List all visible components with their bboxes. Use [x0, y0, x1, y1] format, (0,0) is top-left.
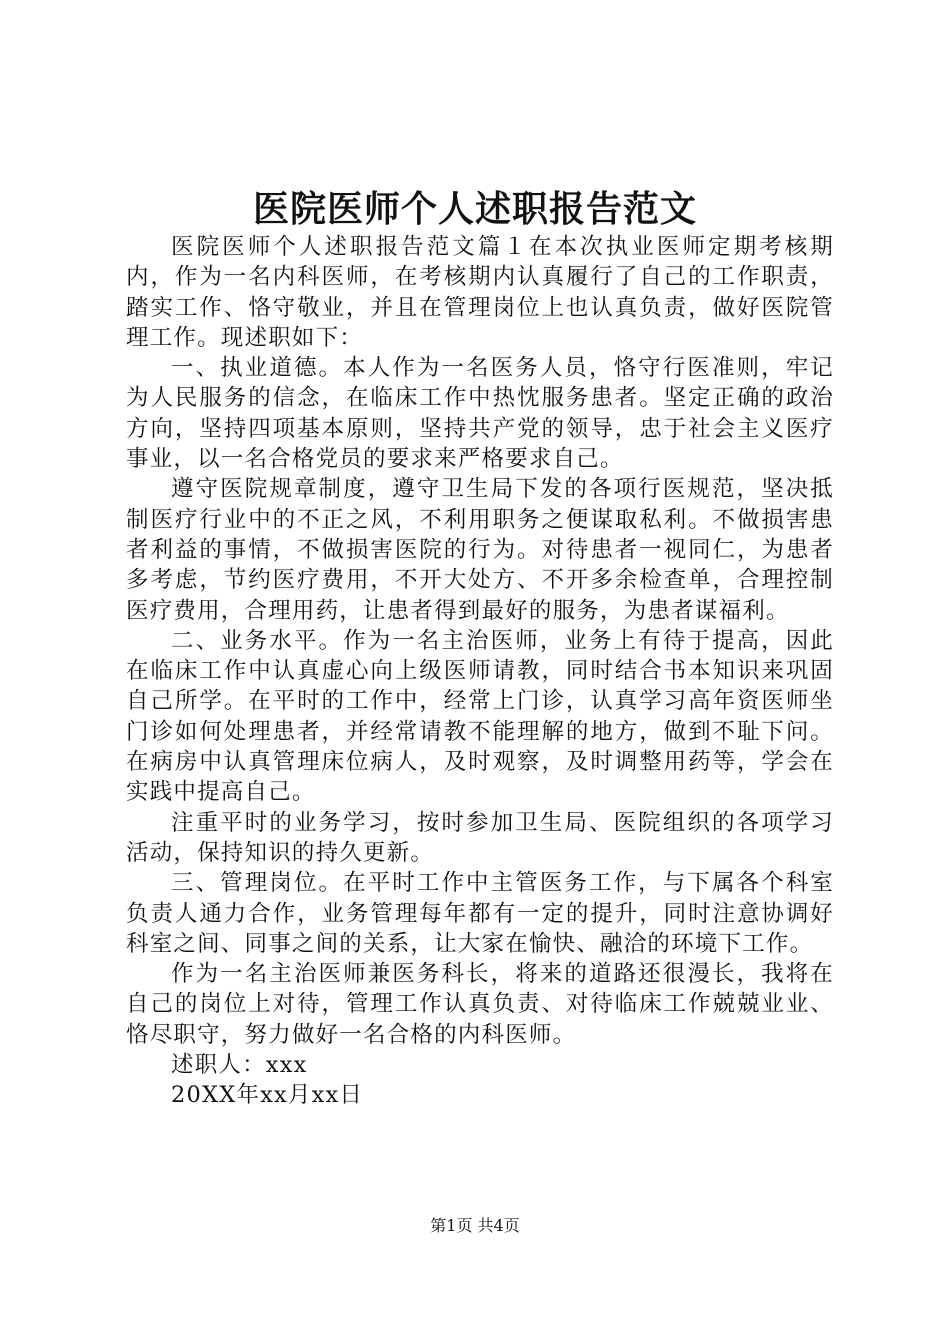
paragraph-hospital-rules: 遵守医院规章制度，遵守卫生局下发的各项行医规范，坚决抵制医疗行业中的不正之风，不利用职务之便谋取私利。不做损害患者利益的事情，不做损害医院的行为。对待患者一视同仁，为患者多考虑，节约医疗费用，不开大处方、不开多余检查单，合理控制医疗费用，合理用药，让患者得到最好的服务，为患者谋福利。 — [126, 476, 834, 624]
paragraph-professional-ethics: 一、执业道德。本人作为一名医务人员，恪守行医准则，牢记为人民服务的信念，在临床工作中热忱服务患者。坚定正确的政治方向，坚持四项基本原则，坚持共产党的领导，忠于社会主义医疗事业，以一名合格党员的要求来严格要求自己。 — [126, 355, 834, 473]
paragraph-study: 注重平时的业务学习，按时参加卫生局、医院组织的各项学习活动，保持知识的持久更新。 — [126, 809, 834, 866]
paragraph-management: 三、管理岗位。在平时工作中主管医务工作，与下属各个科室负责人通力合作，业务管理每年都有一定的提升，同时注意协调好科室之间、同事之间的关系，让大家在愉快、融洽的环境下工作。 — [126, 870, 834, 957]
date-line: 20XX年xx月xx日 — [171, 1082, 364, 1109]
document-title: 医院医师个人述职报告范文 — [252, 188, 697, 230]
document-body — [126, 232, 834, 1111]
signature-line: 述职人：xxx — [171, 1052, 308, 1079]
paragraph-professional-level: 二、业务水平。作为一名主治医师，业务上有待于提高，因此在临床工作中认真虚心向上级医师请教，同时结合书本知识来巩固自己所学。在平时的工作中，经常上门诊，认真学习高年资医师坐门诊如何处理患者，并经常请教不能理解的地方，做到不耻下问。在病房中认真管理床位病人，及时观察，及时调整用药等，学会在实践中提高自己。 — [126, 627, 834, 806]
page-footer: 第1页 共4页 — [430, 1216, 520, 1235]
paragraph-conclusion: 作为一名主治医师兼医务科长，将来的道路还很漫长，我将在自己的岗位上对待，管理工作认真负责、对待临床工作兢兢业业、恪尽职守，努力做好一名合格的内科医师。 — [126, 961, 834, 1048]
paragraph-intro: 医院医师个人述职报告范文篇１在本次执业医师定期考核期内，作为一名内科医师，在考核期内认真履行了自己的工作职责，踏实工作、恪守敬业，并且在管理岗位上也认真负责，做好医院管理工作。现述职如下： — [126, 234, 834, 351]
